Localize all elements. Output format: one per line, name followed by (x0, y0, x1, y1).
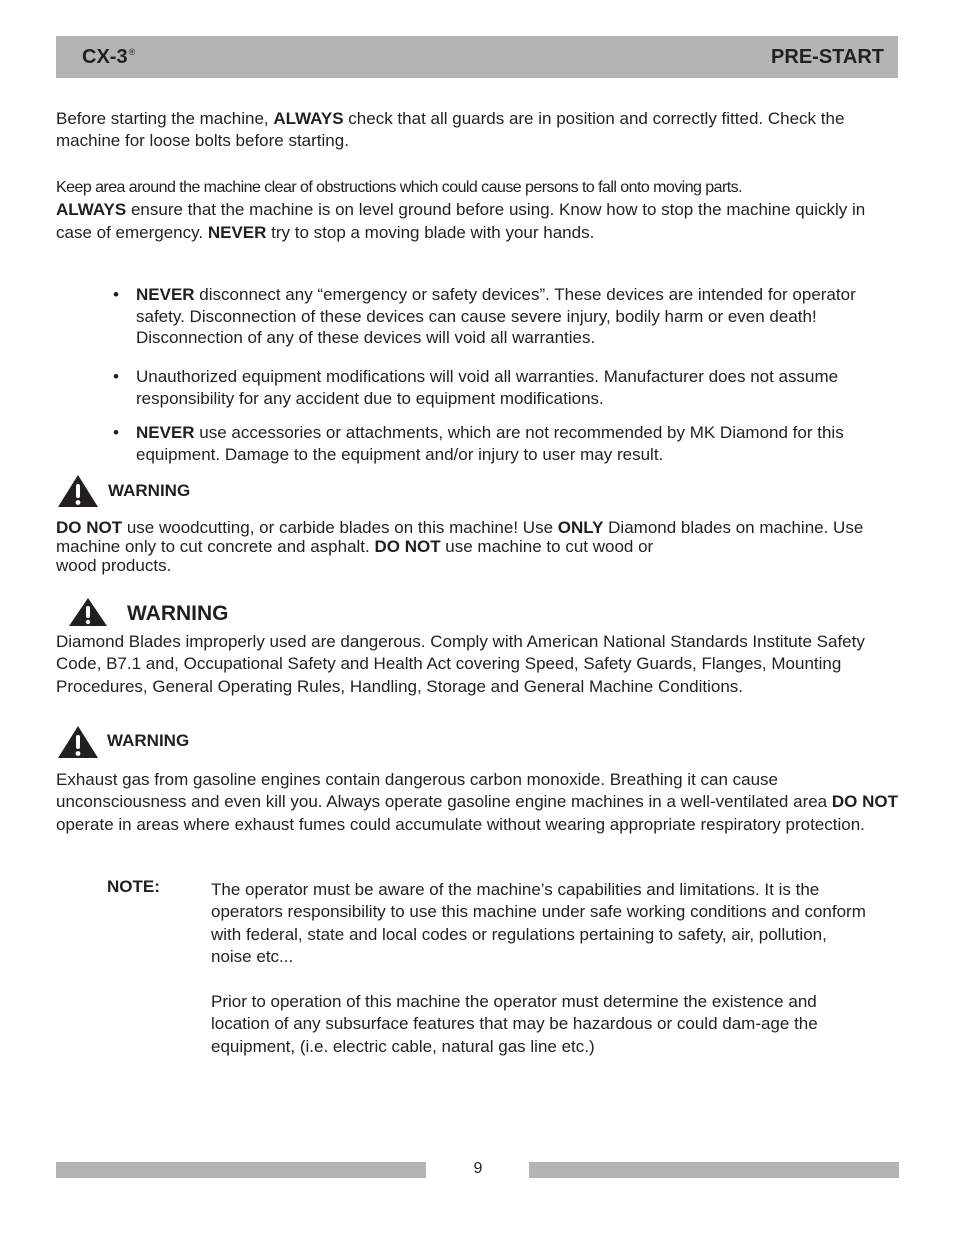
section-title: PRE-START (771, 45, 884, 68)
bullet-item-3: NEVER use accessories or attachments, which are not recommended by MK Diamond for this equipment. Damage to the equipment and/or injury to user may result. (136, 423, 844, 464)
bullet-item-2: Unauthorized equipment modifications will void all warranties. Manufacturer does not assume responsibility for any accident due to equipment modifications. (136, 367, 839, 408)
intro-paragraph-1: Before starting the machine, ALWAYS check that all guards are in position and correctly fitted. Check the machine for loose bolts before starting. (56, 109, 845, 151)
warning-2-text: Diamond Blades improperly used are dangerous. Comply with American National Standards Institute Safety Code, B7.1 and, Occupational Safety and Health Act covering Speed, Safety Guards, Flanges, Mounting Procedures, General Operating Rules, Handling, Storage and General Machine Conditions. (56, 632, 865, 696)
bullet-marker: • (113, 285, 119, 304)
warning-label: WARNING (108, 481, 191, 500)
page-header (56, 36, 898, 78)
note-paragraph-2: Prior to operation of this machine the operator must determine the existence and location of any subsurface features that may be hazardous or could dam-age the equipment, (i.e. electric cable, natural gas line etc.) (211, 992, 818, 1056)
warning-label: WARNING (107, 731, 190, 750)
bullet-marker: • (113, 423, 119, 442)
bullet-item-1: NEVER disconnect any “emergency or safety devices”. These devices are intended for operator safety. Disconnection of these devices can cause severe injury, bodily harm or even death! Disconnection of any of these devices will void all warranties. (136, 285, 856, 348)
warning-3-text: Exhaust gas from gasoline engines contain dangerous carbon monoxide. Breathing it can cause unconsciousness and even kill you. Always operate gasoline engine machines in a well-ventilated area DO NOT operate in areas where exhaust fumes could accumulate without wearing appropriate respiratory protection. (56, 770, 898, 834)
warning-triangle-icon (57, 474, 99, 508)
model-name: CX-3® (82, 45, 136, 68)
warning-triangle-icon (68, 597, 108, 627)
registered-mark: ® (128, 46, 136, 57)
page-number: 9 (473, 1160, 483, 1177)
warning-label: WARNING (127, 602, 229, 625)
footer-bar-right (529, 1162, 899, 1178)
note-label: NOTE: (107, 877, 160, 896)
bullet-marker: • (113, 367, 119, 386)
footer-bar-left (56, 1162, 426, 1178)
warning-triangle-icon (57, 725, 99, 759)
warning-1-text: DO NOT use woodcutting, or carbide blades on this machine! Use ONLY Diamond blades on machine. Use machine only to cut concrete and asphalt. DO NOT use machine to cut wood or wood products. (56, 518, 864, 575)
intro-paragraph-2: Keep area around the machine clear of obstructions which could cause persons to fall onto moving parts. ALWAYS ensure that the machine is on level ground before using. Know how to stop the machine quickly in case of emergency. NEVER try to stop a moving blade with your hands. (56, 179, 866, 242)
note-paragraph-1: The operator must be aware of the machine’s capabilities and limitations. It is the operators responsibility to use this machine under safe working conditions and conform with federal, state and local codes or regulations pertaining to safety, air, pollution, noise etc... (211, 880, 866, 967)
